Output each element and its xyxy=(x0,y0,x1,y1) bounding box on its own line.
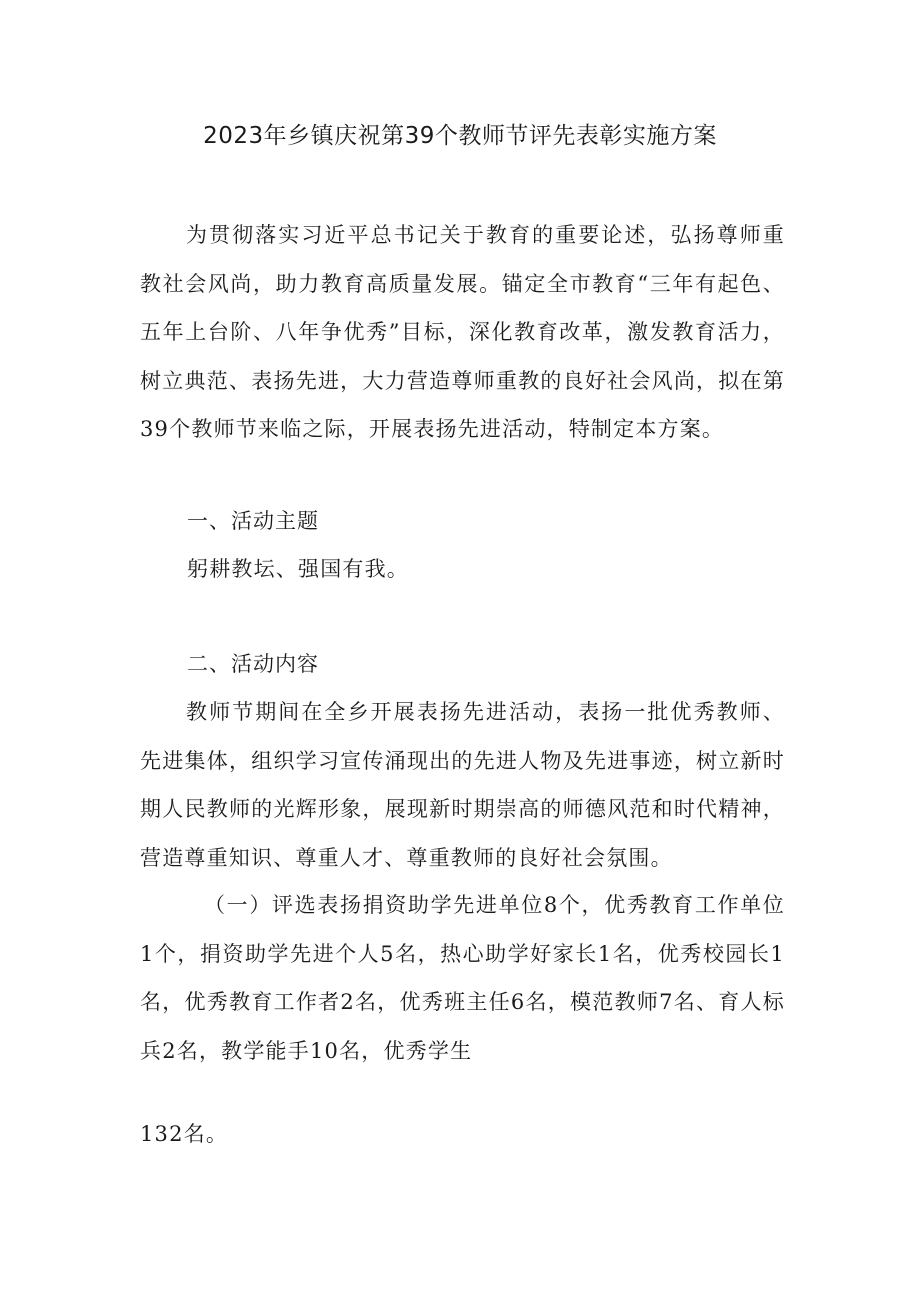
award-list-item: （一）评选表扬捐资助学先进单位8个，优秀教育工作单位1个，捐资助学先进个人5名，热心助学好家长1名，优秀校园长1名，优秀教育工作者2名，优秀班主任6名，模范教师7名、育人标兵2名，教学能手10名，优秀学生 xyxy=(140,893,785,1063)
document-title: 2023年乡镇庆祝第39个教师节评先表彰实施方案 xyxy=(203,123,717,149)
award-list-item-tail: 132名。 xyxy=(140,1122,229,1146)
section-heading-content: 二、活动内容 xyxy=(187,652,319,676)
section-heading-theme: 一、活动主题 xyxy=(187,509,319,533)
intro-paragraph: 为贯彻落实习近平总书记关于教育的重要论述，弘扬尊师重教社会风尚，助力教育高质量发展。锚定全市教育“三年有起色、五年上台阶、八年争优秀”目标，深化教育改革，激发教育活力，树立典范、表扬先进，大力营造尊师重教的良好社会风尚，拟在第39个教师节来临之际，开展表扬先进活动，特制定本方案。 xyxy=(140,223,785,441)
section-body-theme: 躬耕教坛、强国有我。 xyxy=(187,557,409,581)
section-body-content: 教师节期间在全乡开展表扬先进活动，表扬一批优秀教师、先进集体，组织学习宣传涌现出的先进人物及先进事迹，树立新时期人民教师的光辉形象，展现新时期崇高的师德风范和时代精神，营造尊重知识、尊重人才、尊重教师的良好社会氛围。 xyxy=(140,700,785,870)
